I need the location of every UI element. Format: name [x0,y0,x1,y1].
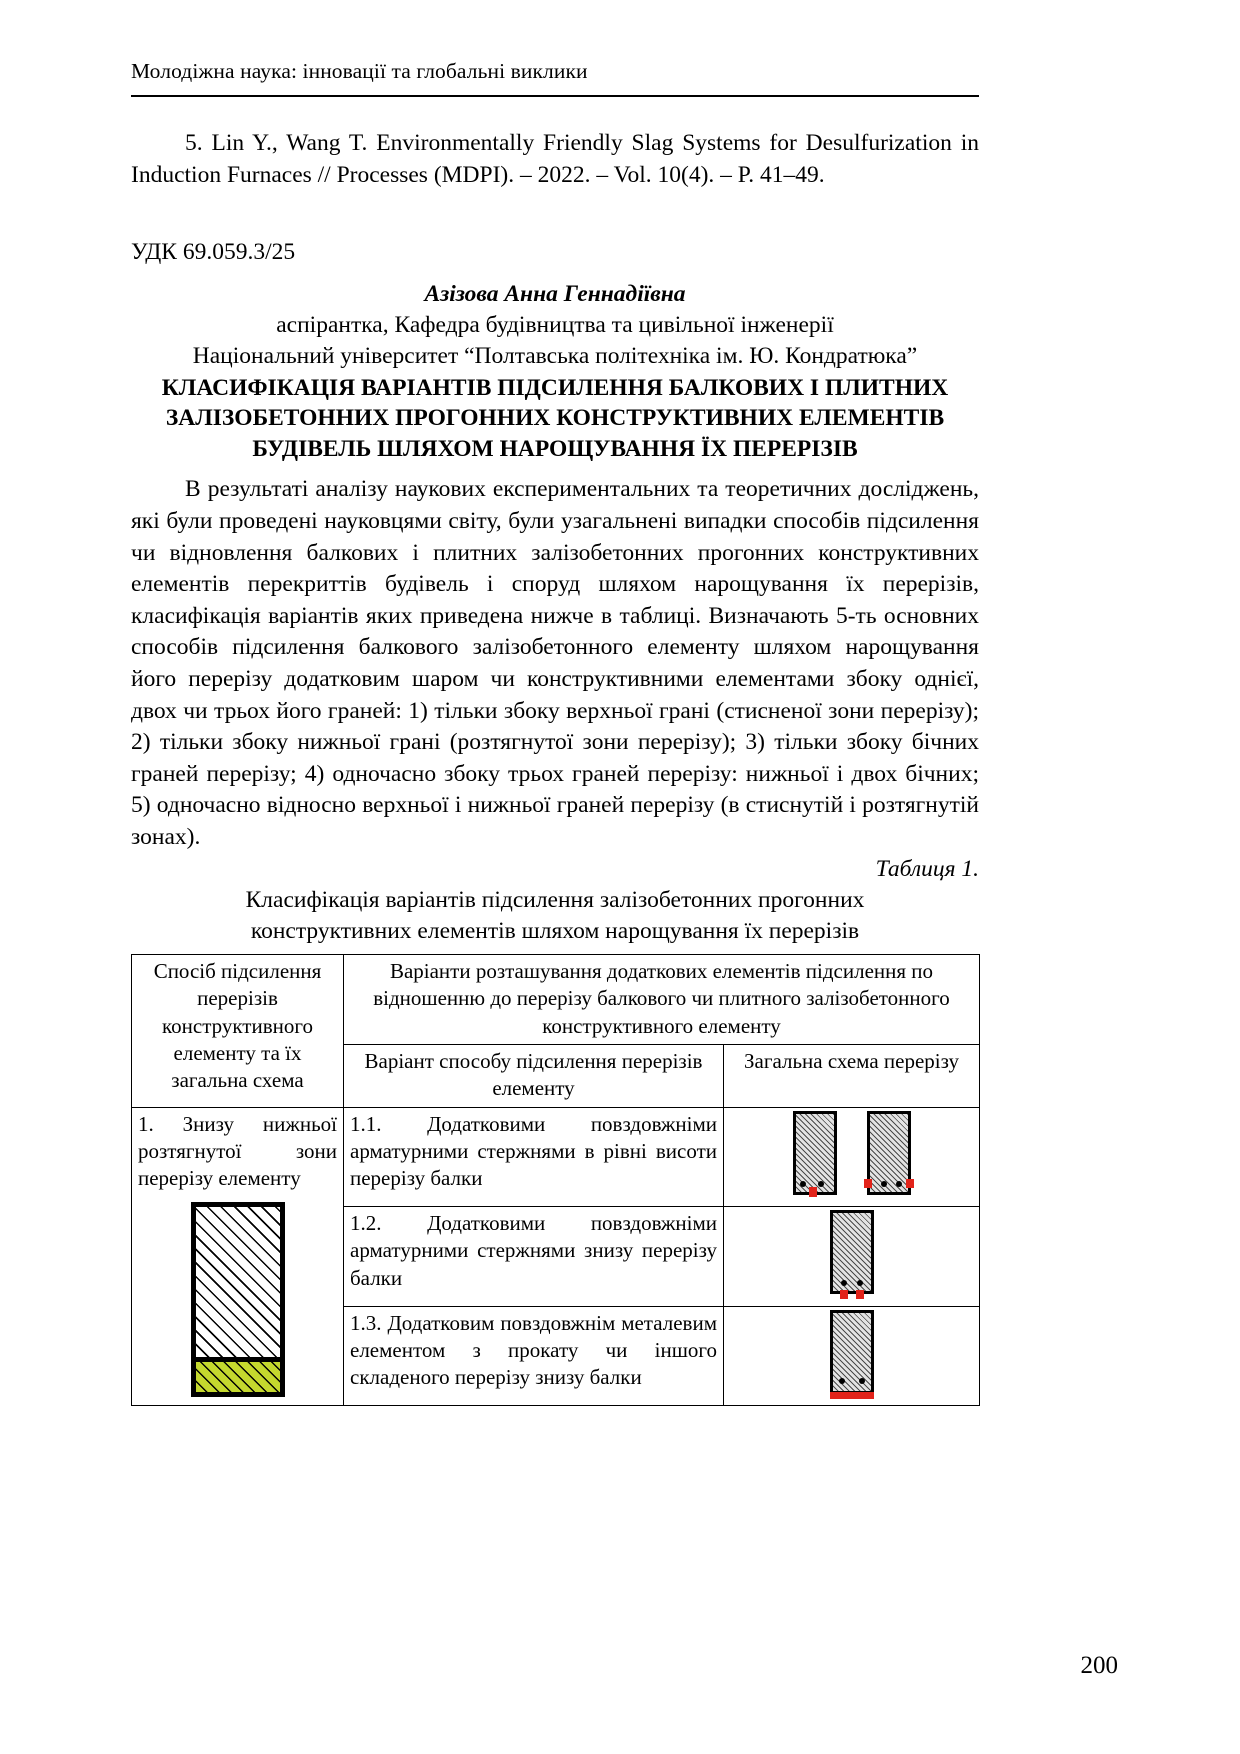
running-head-text: Молодіжна наука: інновації та глобальні виклики [131,59,588,83]
added-steel-plate [830,1392,874,1399]
rebar-dot [841,1280,847,1286]
beam-section-left [793,1111,837,1195]
added-rebar-mark [809,1187,817,1197]
author-name: Азізова Анна Геннадіївна [424,280,686,307]
added-rebar-mark-left [840,1290,848,1299]
running-head [131,58,979,85]
added-rebar-mark-left [864,1179,872,1188]
added-rebar-mark-right [856,1290,864,1299]
table-cell-variant-1-1: 1.1. Додатковими повздовжніми арматурними стержнями в рівні висоти перерізу балки [344,1107,724,1207]
table-cell-method-1 [132,1107,344,1406]
beam-section [830,1210,874,1294]
author-affiliation-university: Національний університет “Полтавська політехніка ім. Ю. Кондратюка” [192,343,918,370]
scheme-one-section-bottom-plate [730,1310,973,1394]
rebar-dot [800,1181,806,1187]
scheme-one-section-bottom-rebar [730,1210,973,1294]
table-cell-scheme-1-2 [724,1207,980,1307]
page-title: КЛАСИФІКАЦІЯ ВАРІАНТІВ ПІДСИЛЕННЯ БАЛКОВИХ І ПЛИТНИХ ЗАЛІЗОБЕТОННИХ ПРОГОННИХ КОНСТРУКТИВНИХ ЕЛЕМЕНТІВ БУДІВЕЛЬ ШЛЯХОМ НАРОЩУВАННЯ ЇХ ПЕРЕРІЗІВ [161,374,949,462]
table-number: Таблиця 1. [875,855,979,882]
page-content [131,128,979,1406]
table-cell-variant-1-3: 1.3. Додатковим повздовжнім металевим елементом з прокату чи іншого складеного перерізу знизу балки [344,1306,724,1406]
rebar-dot [859,1378,865,1384]
table-cell-scheme-1-1 [724,1107,980,1207]
page-number: 200 [1080,1652,1118,1679]
table-header-variants-span: Варіанти розташування додаткових елементів підсилення по відношенню до перерізу балкового чи плитного залізобетонного конструктивного елементу [344,955,980,1045]
rebar-dot [896,1181,902,1187]
beam-section [830,1310,874,1394]
author-affiliation-department: аспірантка, Кафедра будівництва та цивільної інженерії [276,311,834,338]
added-rebar-mark-right [906,1179,914,1188]
abstract-paragraph: В результаті аналізу наукових експериментальних та теоретичних досліджень, які були проведені науковцями світу, були узагальнені випадки способів підсилення чи відновлення балкових і плитних залізобетонних прогонних конструктивних елементів перекриттів будівель і споруд шляхом нарощування їх перерізів, класифікація варіантів яких приведена нижче в таблиці. Визначають 5-ть основних способів підсилення балкового залізобетонного елементу шляхом нарощування його перерізу додатковим шаром чи конструктивними елементами збоку однієї, двох чи трьох його граней: 1) тільки збоку верхньої грані (стисненої зони перерізу); 2) тільки збоку нижньої грані (розтягнутої зони перерізу); 3) тільки збоку бічних граней перерізу; 4) одночасно збоку трьох граней перерізу: нижньої і двох бічних; 5) одночасно відносно верхньої і нижньої граней перерізу (в стиснутій і розтягнутій зонах). [131,476,979,850]
rebar-dot [818,1181,824,1187]
table-header-method-column: Спосіб підсилення перерізів конструктивного елементу та їх загальна схема [132,955,344,1107]
rebar-dot [881,1181,887,1187]
udk-code: УДК 69.059.3/25 [131,239,296,266]
beam-added-layer [196,1357,280,1392]
method-1-text: 1. Знизу нижньої розтягнутої зони перерізу елементу [138,1111,337,1191]
table-row [132,1107,980,1207]
rebar-dot [839,1378,845,1384]
table-header-scheme-column: Загальна схема перерізу [724,1044,980,1107]
rebar-dot [857,1280,863,1286]
header-divider [131,95,979,97]
table-header-row-1 [132,955,980,1045]
scheme-two-sections-side-rebar [730,1111,973,1195]
table-caption-line-1: Класифікація варіантів підсилення залізобетонних прогонних [245,887,865,914]
method-1-figure [138,1192,337,1401]
classification-table [131,954,980,1406]
table-header-variant-column: Варіант способу підсилення перерізів елементу [344,1044,724,1107]
table-cell-variant-1-2: 1.2. Додатковими повздовжніми арматурними стержнями знизу перерізу балки [344,1207,724,1307]
table-caption-line-2: конструктивних елементів шляхом нарощування їх перерізів [250,918,860,945]
beam-concrete-body [196,1207,280,1357]
table-cell-scheme-1-3 [724,1306,980,1406]
beam-section-overview [191,1202,285,1397]
reference-item: 5. Lin Y., Wang T. Environmentally Friendly Slag Systems for Desulfurization in Induction Furnaces // Processes (MDPI). – 2022. – Vol. 10(4). – P. 41–49. [131,130,979,188]
beam-section-right [867,1111,911,1195]
